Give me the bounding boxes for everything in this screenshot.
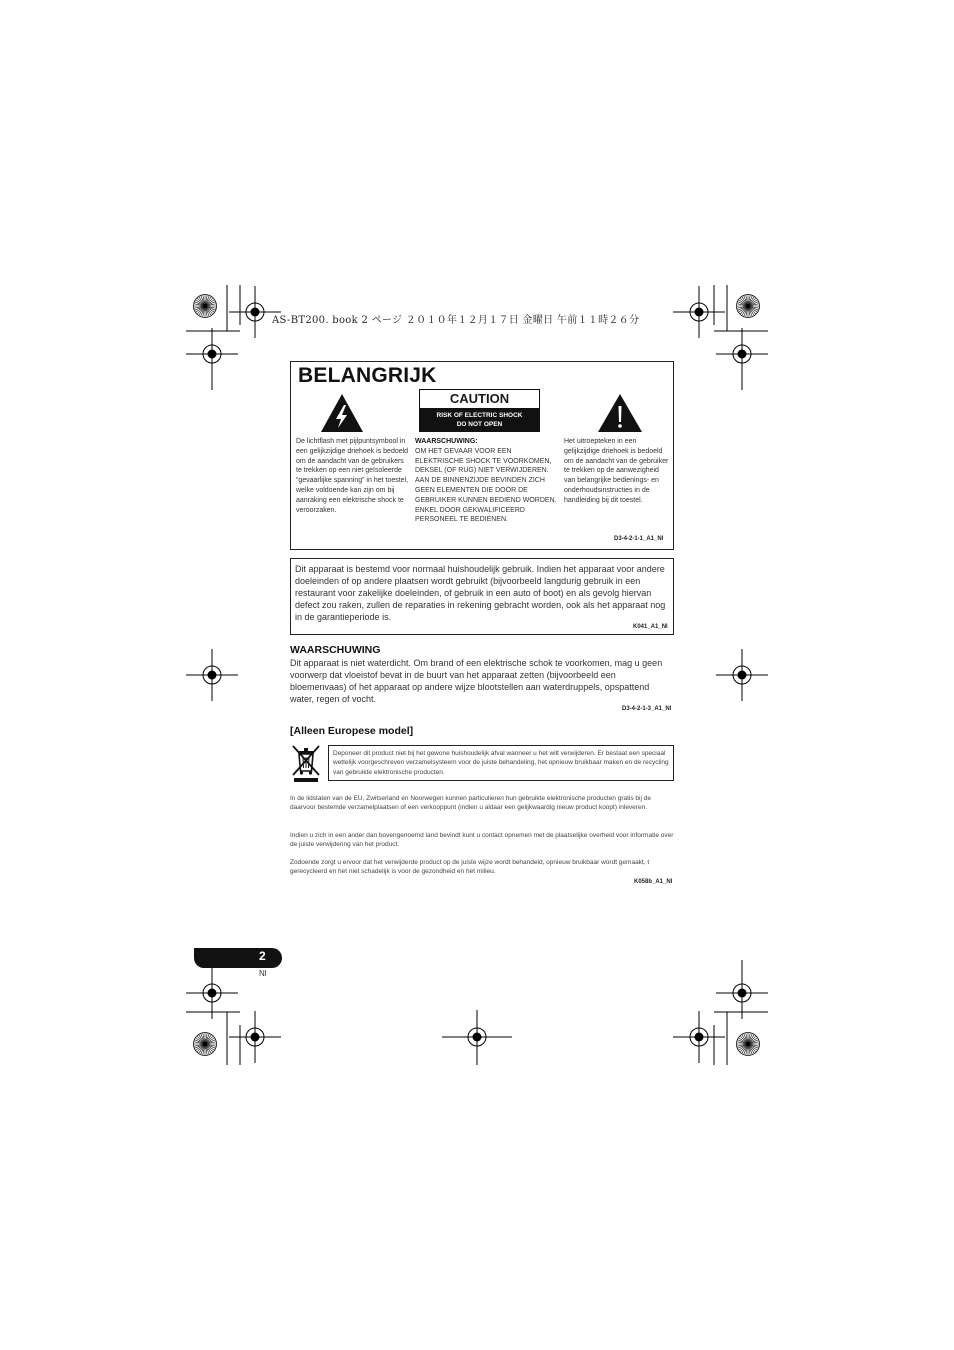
caution-subtext-line1: RISK OF ELECTRIC SHOCK xyxy=(436,412,523,419)
page-number-tab xyxy=(194,948,282,968)
warning-code: D3-4-2-1-3_A1_Nl xyxy=(622,706,672,712)
crossed-out-bin-icon xyxy=(290,743,322,783)
household-use-text: Dit apparaat is bestemd voor normaal huishoudelijk gebruik. Indien het apparaat voor andere doeleinden of op andere plaatsen wordt gebruikt (bijvoorbeeld langdurig gebruik in een restaurant voor zakelijke doeleinden, of gebruik in een auto of boot) en als gevolg hiervan defect zou raken, zullen de reparaties in rekening gebracht worden, ook als het apparaat nog in de garantieperiode is. xyxy=(295,564,666,622)
center-warning xyxy=(415,437,557,525)
household-use-code: K041_A1_Nl xyxy=(633,624,668,630)
eu-code: K058b_A1_Nl xyxy=(634,879,673,885)
center-warning-text: OM HET GEVAAR VOOR EEN ELEKTRISCHE SHOCK TE VOORKOMEN, DEKSEL (OF RUG) NIET VERWIJDEREN. AAN DE BINNENZIJDE BEVINDEN ZICH GEEN ELEMENTEN DIE DOOR DE GEBRUIKER KUNNEN BEDIEND WORDEN. ENKEL DOOR GEKWALIFICEERD PERSONEEL TE BEDIENEN. xyxy=(415,447,557,524)
exclamation-warning-icon xyxy=(597,393,643,433)
file-header-line: AS-BT200. book 2 ページ ２０１０年１２月１７日 金曜日 午前１１時２６分 xyxy=(272,315,640,326)
eu-model-heading: [Alleen Europese model] xyxy=(290,725,414,737)
warning-heading: WAARSCHUWING xyxy=(290,644,381,656)
eu-paragraph-2: Indien u zich in een ander dan bovengenoemd land bevindt kunt u contact opnemen met de plaatselijke overheid voor informatie over de juiste verwijdering van het product. xyxy=(290,832,674,849)
eu-paragraph-1: In de lidstaten van de EU, Zwitserland en Noorwegen kunnen particulieren hun gebruikte elektronische producten gratis bij de daarvoor bestemde verzamelplaatsen of een verkooppunt (indien u aldaar een gelijkwaardig nieuw product koopt) inleveren. xyxy=(290,795,651,812)
caution-title: CAUTION xyxy=(420,390,539,408)
lightning-explanation: De lichtflash met pijlpuntsymbool in een gelijkzijdige driehoek is bedoeld om de aandacht van de gebruikers te trekken op een niet geïsoleerde “gevaarlijke spanning” in het toestel, welke voldoende kan zijn om bij aanraking een elektrische shock te veroorzaken. xyxy=(296,438,409,514)
notice-title: BELANGRIJK xyxy=(298,364,437,387)
eu-paragraph-3: Zodoende zorgt u ervoor dat het verwijderde product op de juiste wijze wordt behandeld, opnieuw bruikbaar wordt gemaakt, t gerecycleerd en het niet schadelijk is voor de gezondheid en het milieu. xyxy=(290,859,650,876)
caution-subtext xyxy=(420,408,539,432)
warning-text: Dit apparaat is niet waterdicht. Om brand of een elektrische schok te voorkomen, mag u geen voorwerp dat vloeistof bevat in de buurt van het apparaat zetten (bijvoorbeeld een bloemenvaas) of het apparaat op andere wijze blootstellen aan waterdruppels, opspattend water, regen of vocht. xyxy=(290,658,663,704)
center-warning-heading: WAARSCHUWING: xyxy=(415,438,478,445)
page-number: 2 xyxy=(259,949,266,963)
language-code: Nl xyxy=(259,969,267,978)
exclamation-explanation: Het uitroepteken in een gelijkzijdige driehoek is bedoeld om de aandacht van de gebruiker te trekken op de aanwezigheid van belangrijke bedienings- en onderhoudsinstructies in de handleiding bij dit toestel. xyxy=(564,438,669,504)
lightning-warning-icon xyxy=(320,393,364,433)
caution-subtext-line2: DO NOT OPEN xyxy=(456,421,503,428)
notice-code: D3-4-2-1-1_A1_Nl xyxy=(614,536,664,542)
weee-disposal-text: Deponeer dit product niet bij het gewone huishoudelijk afval wanneer u het wilt verwijderen. Er bestaat een speciaal wettelijk voorgeschreven verzamelsysteem voor de juiste behandeling, het opnieuw bruikbaar maken en de recycling van gebruikte elektronische producten. xyxy=(333,750,669,776)
caution-label xyxy=(419,389,540,432)
